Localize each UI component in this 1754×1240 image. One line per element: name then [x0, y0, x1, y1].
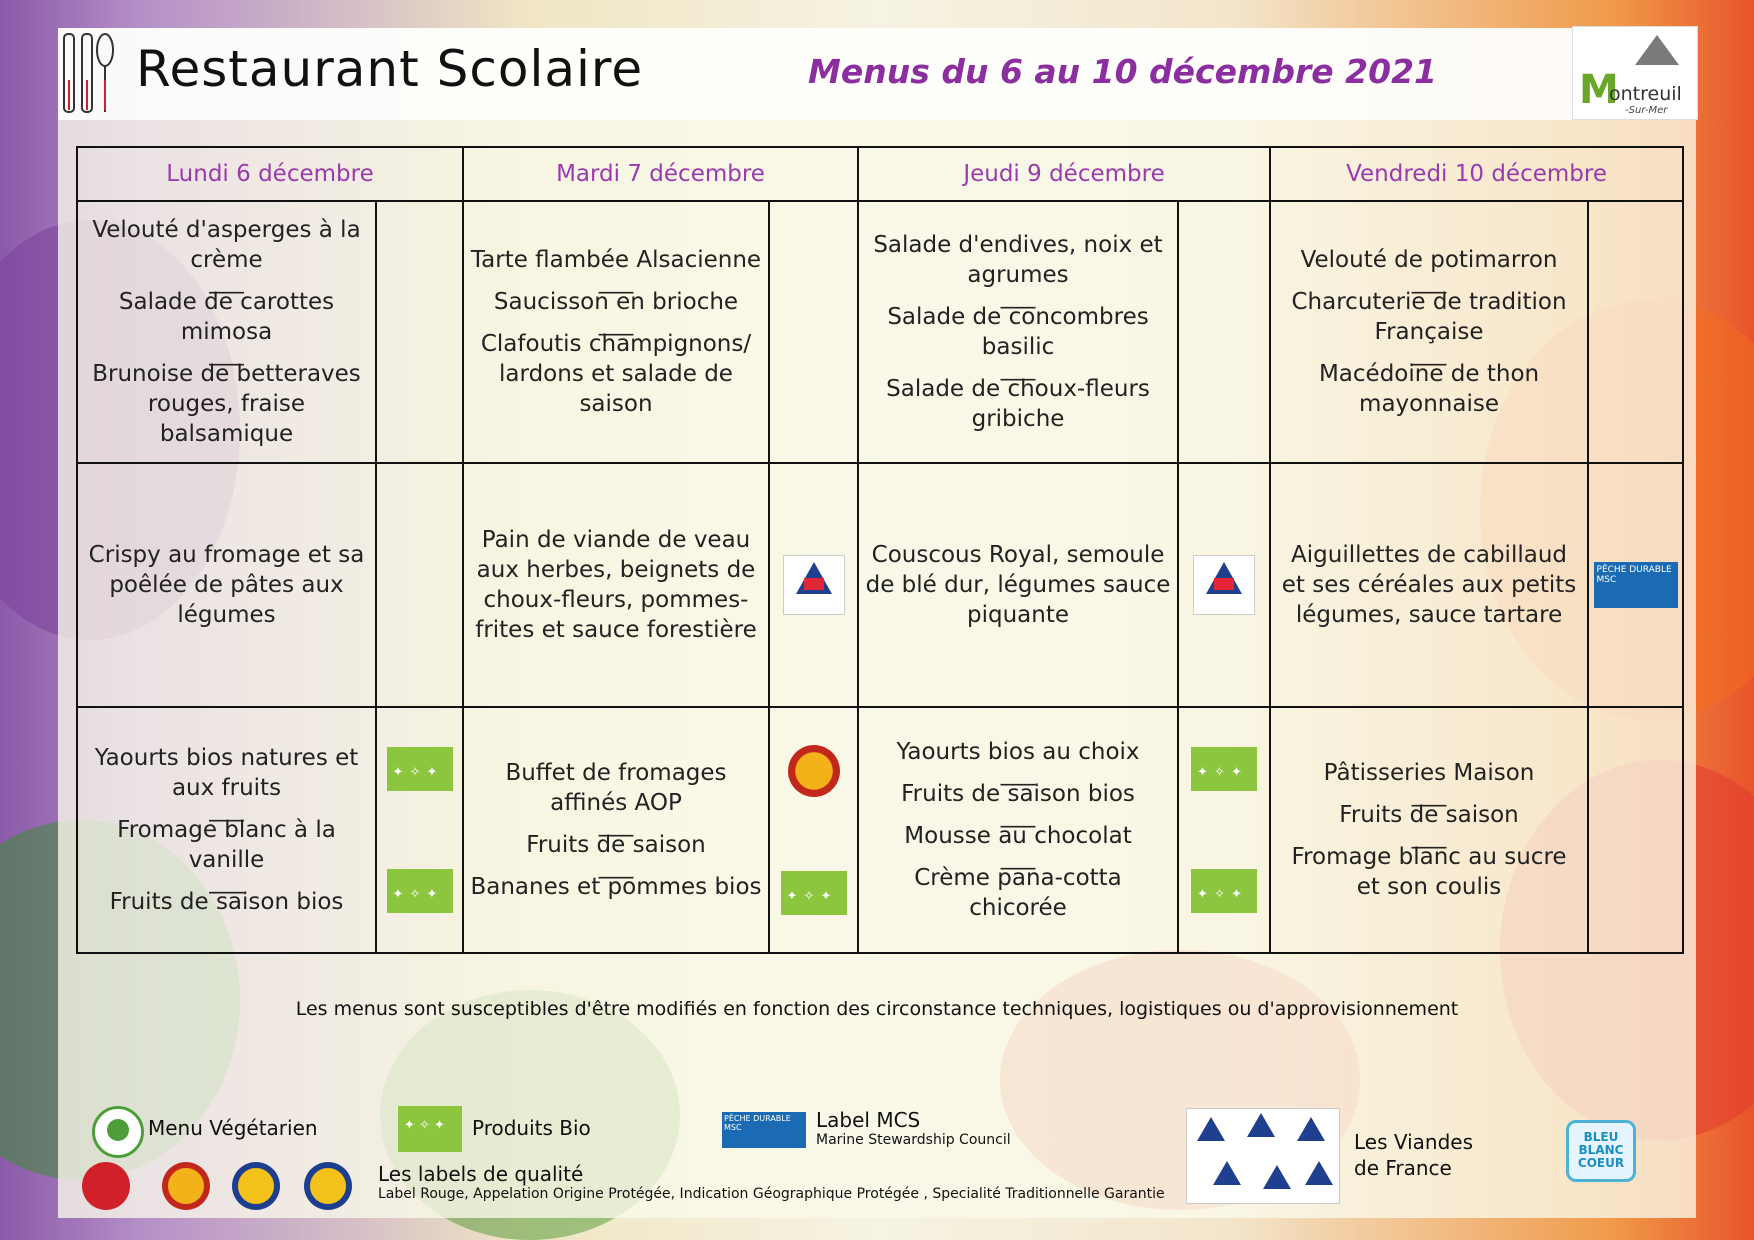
montreuil-logo: [1572, 26, 1698, 120]
msc-icon: PÊCHE DURABLE MSC: [1594, 562, 1678, 608]
menu-cell: [1270, 463, 1588, 707]
menu-cell: [77, 707, 376, 953]
dish-item: Fruits de saison bios: [901, 781, 1135, 807]
menu-row-plats: [77, 463, 1683, 707]
label-icon-cell: [769, 707, 858, 953]
menu-cell: [463, 463, 769, 707]
dish-item: Pâtisseries Maison: [1323, 760, 1535, 786]
dish-separator: ___: [1000, 844, 1036, 870]
dish-item: Yaourts bios natures et aux fruits: [94, 745, 359, 801]
bleu-blanc-coeur-icon: BLEU BLANC COEUR: [1566, 1120, 1636, 1182]
dish-separator: ___: [209, 268, 244, 294]
dish-item: Clafoutis champignons/ lardons et salade de saison: [480, 331, 752, 417]
legend-viandes-1: Les Viandes: [1354, 1130, 1474, 1154]
label-icon-cell: [1178, 463, 1270, 707]
bio-icon: [398, 1106, 462, 1152]
dish-item: Velouté de potimarron: [1300, 247, 1558, 273]
menu-cell: [77, 463, 376, 707]
legend-bio: Produits Bio: [472, 1116, 591, 1140]
dish-separator: ___: [1411, 781, 1447, 807]
legend-mcs-sub: Marine Stewardship Council: [816, 1132, 1011, 1148]
dish-separator: ___: [1000, 760, 1036, 786]
stg-icon: [304, 1162, 352, 1210]
dish-item: Charcuterie de tradition Française: [1291, 289, 1567, 345]
label-rouge-icon: [82, 1162, 130, 1210]
dish-separator: ___: [1000, 802, 1036, 828]
label-icon-cell: [376, 463, 463, 707]
dish-item: Fromage blanc au sucre et son coulis: [1291, 844, 1567, 900]
dish-separator: ___: [598, 811, 634, 837]
viandes-de-france-icon: [1186, 1108, 1340, 1204]
dish-item: Crispy au fromage et sa poêlée de pâtes aux légumes: [88, 542, 365, 628]
dish-item: Fruits de saison: [526, 832, 706, 858]
dish-separator: ___: [209, 796, 244, 822]
dish-item: Aiguillettes de cabillaud et ses céréales aux petits légumes, sauce tartare: [1281, 542, 1577, 628]
menu-cell: [858, 707, 1178, 953]
dish-item: Velouté d'asperges à la crème: [92, 217, 361, 273]
bio-icon: [781, 871, 847, 915]
menu-cell: [77, 201, 376, 463]
logo-subtext: -Sur-Mer: [1625, 105, 1668, 116]
menu-row-entrees: [77, 201, 1683, 463]
bio-icon: [1191, 747, 1257, 791]
label-icon-cell: [1178, 707, 1270, 953]
dish-item: Buffet de fromages affinés AOP: [505, 760, 727, 816]
label-icon-cell: [769, 463, 858, 707]
dish-separator: ___: [1411, 340, 1447, 366]
label-icon-cell: [1588, 201, 1683, 463]
dish-item: Couscous Royal, semoule de blé dur, légumes sauce piquante: [865, 542, 1171, 628]
dish-separator: ___: [598, 268, 634, 294]
menu-date-range: Menus du 6 au 10 décembre 2021: [808, 52, 1437, 91]
legend-viandes-2: de France: [1354, 1156, 1452, 1180]
legend-qualite-sub: Label Rouge, Appelation Origine Protégée, Indication Géographique Protégée , Specialité Traditionnelle Garantie: [378, 1186, 1165, 1202]
dish-item: Tarte flambée Alsacienne: [470, 247, 762, 273]
bio-icon: [1191, 869, 1257, 913]
logo-letter: M: [1579, 67, 1619, 113]
viandes-de-france-icon: [1193, 555, 1255, 615]
dish-separator: ___: [209, 868, 244, 894]
menu-cell: [463, 707, 769, 953]
dish-item: Pain de viande de veau aux herbes, beignets de choux-fleurs, pommes-frites et sauce forestière: [475, 527, 757, 643]
dish-separator: ___: [1000, 355, 1036, 381]
disclaimer-note: Les menus sont susceptibles d'être modifiés en fonction des circonstance techniques, logistiques ou d'approvisionnement: [295, 998, 1459, 1020]
label-icon-cell: [1178, 201, 1270, 463]
dish-item: Fruits de saison: [1339, 802, 1519, 828]
legend-mcs-title: Label MCS: [816, 1108, 921, 1132]
dish-separator: ___: [1000, 283, 1036, 309]
dish-item: Brunoise de betteraves rouges, fraise balsamique: [92, 361, 361, 447]
label-icon-cell: [376, 201, 463, 463]
logo-roof-icon: [1635, 35, 1679, 65]
igp-icon: [232, 1162, 280, 1210]
menu-cell: [463, 201, 769, 463]
dish-item: Mousse au chocolat: [904, 823, 1132, 849]
weekly-menu-table: [76, 146, 1684, 954]
menu-cell: [1270, 201, 1588, 463]
dish-item: Saucisson en brioche: [493, 289, 739, 315]
menu-cell: [858, 463, 1178, 707]
dish-item: Macédoine de thon mayonnaise: [1318, 361, 1540, 417]
dish-separator: ___: [598, 853, 634, 879]
label-icon-cell: [769, 201, 858, 463]
menu-row-desserts: [77, 707, 1683, 953]
dish-item: Crème pana-cotta chicorée: [914, 865, 1122, 921]
msc-icon: PÊCHE DURABLE MSC: [722, 1112, 806, 1148]
dish-separator: ___: [598, 310, 634, 336]
aop-icon: [162, 1162, 210, 1210]
day-header-mardi: Mardi 7 décembre: [463, 147, 858, 201]
day-header-lundi: Lundi 6 décembre: [77, 147, 463, 201]
dish-item: Salade d'endives, noix et agrumes: [873, 232, 1163, 288]
day-header-jeudi: Jeudi 9 décembre: [858, 147, 1270, 201]
dish-item: Fruits de saison bios: [109, 889, 344, 915]
label-icon-cell: [1588, 463, 1683, 707]
dish-separator: ___: [209, 340, 244, 366]
vegetarian-icon: [92, 1106, 144, 1158]
viande-de-veau-francaise-icon: [783, 555, 845, 615]
day-header-vendredi: Vendredi 10 décembre: [1270, 147, 1683, 201]
dish-item: Fromage blanc à la vanille: [117, 817, 336, 873]
legend-qualite-title: Les labels de qualité: [378, 1162, 584, 1186]
bio-icon: [387, 869, 453, 913]
aop-icon: [788, 745, 840, 797]
dish-item: Bananes et pommes bios: [470, 874, 762, 900]
dish-item: Salade de choux-fleurs gribiche: [886, 376, 1150, 432]
legend-vegetarien: Menu Végétarien: [148, 1116, 318, 1140]
bio-icon: [387, 747, 453, 791]
dish-separator: ___: [1411, 268, 1447, 294]
dish-item: Yaourts bios au choix: [896, 739, 1140, 765]
label-icon-cell: [1588, 707, 1683, 953]
label-icon-cell: [376, 707, 463, 953]
menu-cell: [1270, 707, 1588, 953]
menu-cell: [858, 201, 1178, 463]
logo-text: ontreuil: [1609, 83, 1682, 105]
page-title: Restaurant Scolaire: [136, 40, 644, 98]
dish-item: Salade de concombres basilic: [887, 304, 1149, 360]
cutlery-icon: [60, 30, 116, 116]
dish-item: Salade de carottes mimosa: [118, 289, 335, 345]
dish-separator: ___: [1411, 823, 1447, 849]
